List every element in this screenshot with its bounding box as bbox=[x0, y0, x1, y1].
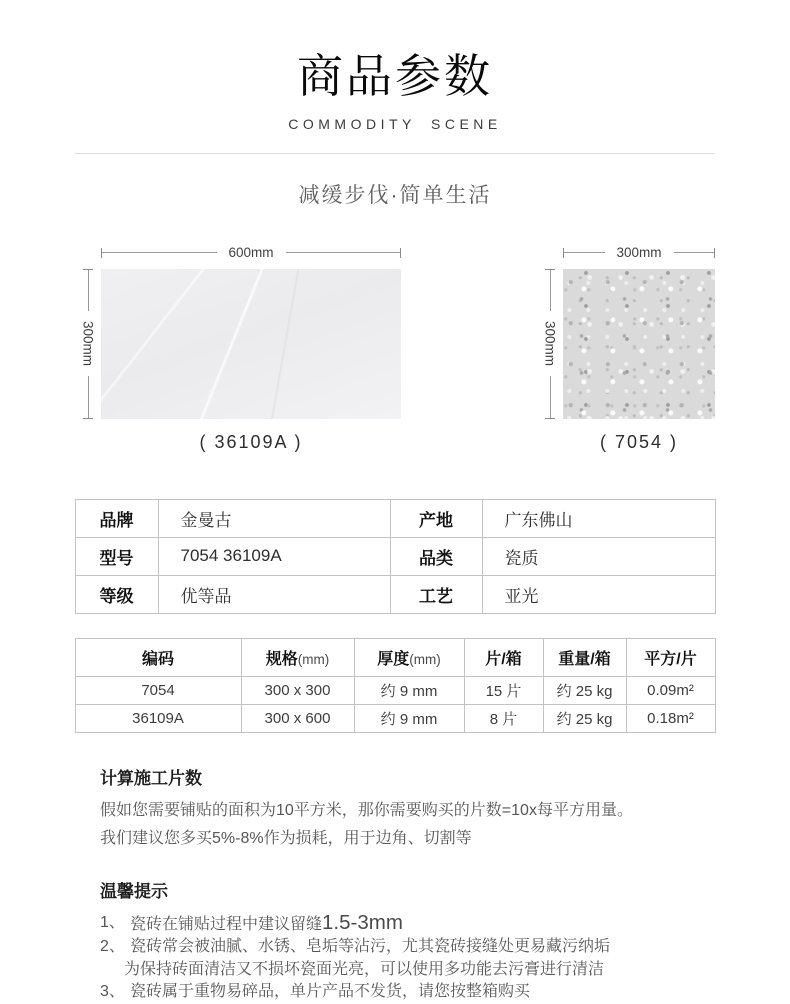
tile-figure-36109a bbox=[75, 245, 401, 453]
spec-value: 金曼古 bbox=[158, 499, 390, 537]
dimension-tick bbox=[714, 248, 715, 258]
tip-gap-size: 1.5-3mm bbox=[322, 910, 403, 934]
table-cell: 约 9 mm bbox=[354, 704, 464, 732]
tip-continuation: 为保持砖面清洁又不损坏瓷面光亮，可以使用多功能去污膏进行清洁 bbox=[124, 960, 605, 978]
width-dimension-7054 bbox=[563, 245, 715, 261]
column-header: 重量/箱 bbox=[543, 638, 626, 676]
tile-figures-row bbox=[75, 245, 715, 453]
table-cell: 约 25 kg bbox=[543, 676, 626, 704]
tile-figure-7054 bbox=[537, 245, 715, 453]
spec-label: 型号 bbox=[75, 537, 158, 575]
spec-label: 产地 bbox=[390, 499, 482, 537]
calc-heading: 计算施工片数 bbox=[100, 768, 202, 788]
table-cell: 36109A bbox=[75, 704, 241, 732]
column-header: 厚度(mm) bbox=[354, 638, 464, 676]
table-cell: 0.09m² bbox=[626, 676, 715, 704]
table-cell: 7054 bbox=[75, 676, 241, 704]
spec-table bbox=[75, 499, 716, 614]
spec-value: 广东佛山 bbox=[482, 499, 715, 537]
spec-label: 工艺 bbox=[390, 575, 482, 613]
width-dimension-36109a bbox=[101, 245, 401, 261]
table-cell: 300 x 600 bbox=[241, 704, 354, 732]
tips-heading: 温馨提示 bbox=[100, 881, 168, 901]
spec-value: 瓷质 bbox=[482, 537, 715, 575]
table-row bbox=[75, 704, 715, 732]
tip-number: 1、 bbox=[100, 913, 125, 931]
width-dimension-label: 600mm bbox=[228, 245, 274, 261]
dimension-tick bbox=[400, 248, 401, 258]
table-cell: 约 9 mm bbox=[354, 676, 464, 704]
tile-code-caption: ( 36109A ) bbox=[199, 431, 303, 452]
tip-item bbox=[100, 936, 690, 959]
column-header: 规格(mm) bbox=[241, 638, 354, 676]
dimension-line bbox=[102, 252, 217, 253]
height-dimension-label: 300mm bbox=[542, 321, 558, 367]
calc-line: 假如您需要铺贴的面积为10平方米，那你需要购买的片数=10x每平方用量。 bbox=[100, 801, 633, 819]
tip-text: 瓷砖在铺贴过程中建议留缝 bbox=[130, 915, 323, 933]
dimension-tick bbox=[83, 418, 93, 419]
table-row bbox=[75, 676, 715, 704]
dimension-line bbox=[564, 252, 605, 253]
page-title: 商品参数 bbox=[297, 50, 493, 102]
dimension-line bbox=[550, 270, 551, 312]
dimension-line bbox=[674, 252, 715, 253]
dimension-tick bbox=[545, 418, 555, 419]
table-cell: 8 片 bbox=[464, 704, 543, 732]
tips-section bbox=[75, 877, 715, 1004]
spec-label: 品类 bbox=[390, 537, 482, 575]
table-row bbox=[75, 537, 715, 575]
spec-value: 7054 36109A bbox=[158, 537, 390, 575]
header-divider bbox=[75, 153, 715, 154]
tip-text: 瓷砖常会被油腻、水锈、皂垢等沾污，尤其瓷砖接缝处更易藏污纳垢 bbox=[130, 938, 611, 956]
tip-item bbox=[100, 981, 690, 1004]
spec-label: 等级 bbox=[75, 575, 158, 613]
dimension-line bbox=[88, 376, 89, 418]
dimension-line bbox=[286, 252, 401, 253]
tile-image-terrazzo bbox=[563, 269, 715, 419]
table-cell: 约 25 kg bbox=[543, 704, 626, 732]
spec-value: 亚光 bbox=[482, 575, 715, 613]
calc-line: 我们建议您多买5%-8%作为损耗，用于边角、切割等 bbox=[100, 829, 472, 847]
table-cell: 0.18m² bbox=[626, 704, 715, 732]
spec-label: 品牌 bbox=[75, 499, 158, 537]
calc-section bbox=[75, 764, 715, 853]
height-dimension-36109a bbox=[75, 269, 101, 419]
tip-number: 2、 bbox=[100, 938, 125, 956]
table-cell: 15 片 bbox=[464, 676, 543, 704]
slogan-text: 减缓步伐·简单生活 bbox=[298, 183, 492, 207]
column-header: 编码 bbox=[75, 638, 241, 676]
dimension-line bbox=[550, 376, 551, 418]
tip-item bbox=[100, 912, 690, 937]
column-header: 片/箱 bbox=[464, 638, 543, 676]
size-table bbox=[75, 638, 716, 733]
tile-code-caption: ( 7054 ) bbox=[599, 431, 679, 452]
spec-value: 优等品 bbox=[158, 575, 390, 613]
table-row bbox=[75, 575, 715, 613]
table-header-row bbox=[75, 638, 715, 676]
table-cell: 300 x 300 bbox=[241, 676, 354, 704]
dimension-line bbox=[88, 270, 89, 312]
tip-number: 3、 bbox=[100, 983, 125, 1001]
height-dimension-7054 bbox=[537, 269, 563, 419]
height-dimension-label: 300mm bbox=[80, 321, 96, 367]
width-dimension-label: 300mm bbox=[616, 245, 662, 261]
tip-text: 瓷砖属于重物易碎品，单片产品不发货，请您按整箱购买 bbox=[130, 983, 531, 1001]
column-header: 平方/片 bbox=[626, 638, 715, 676]
tile-image-marble bbox=[101, 269, 401, 419]
table-row bbox=[75, 499, 715, 537]
page-subtitle: COMMODITY SCENE bbox=[288, 115, 502, 132]
